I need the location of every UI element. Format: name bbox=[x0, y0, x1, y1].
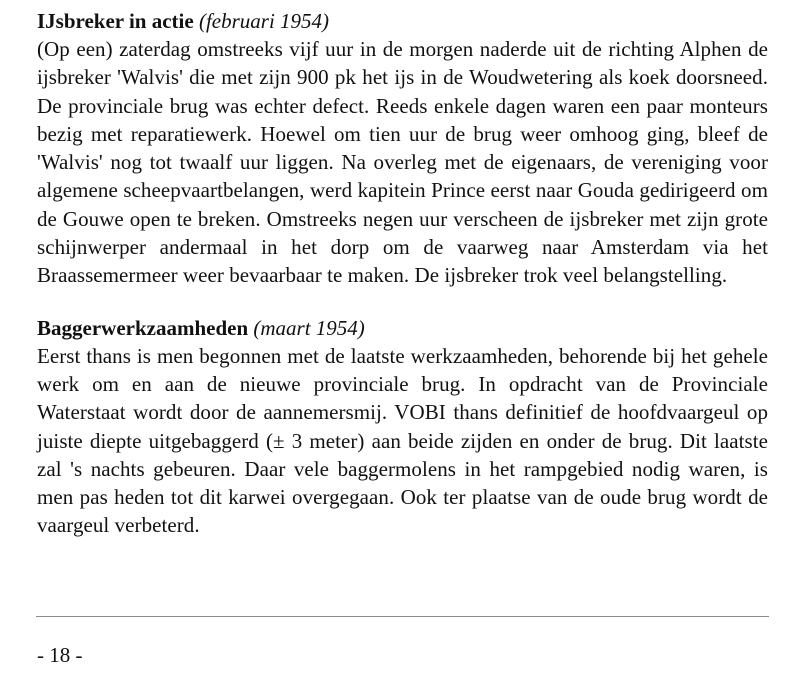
section-body: (Op een) zaterdag omstreeks vijf uur in de morgen naderde uit de richting Alphen de ijsbreker 'Walvis' die met zijn 900 pk het ijs in de Woudwetering als koek doorsneed. De provinciale brug was echter defect. Reeds enkele dagen waren een paar monteurs bezig met reparatiewerk. Hoewel om tien uur de brug weer omhoog ging, bleef de 'Walvis' nog tot twaalf uur liggen. Na overleg met de eigenaars, de vereniging voor algemene scheepvaartbelangen, werd kapitein Prince eerst naar Gouda gedirigeerd om de Gouwe open te breken. Omstreeks negen uur verscheen de ijsbreker met zijn grote schijnwerper andermaal in het dorp om de vaarweg naar Amsterdam via het Braassemermeer weer bevaarbaar te maken. De ijsbreker trok veel belangstelling. bbox=[37, 37, 768, 288]
section-heading-line bbox=[37, 7, 768, 35]
page-number: - 18 - bbox=[37, 643, 83, 667]
section-heading-line bbox=[37, 314, 768, 342]
section-heading: Baggerwerkzaamheden bbox=[37, 315, 249, 340]
section-heading: IJsbreker in actie bbox=[37, 9, 194, 33]
section-date: (maart 1954) bbox=[253, 315, 365, 340]
section-body: Eerst thans is men begonnen met de laatste werkzaamheden, behorende bij het gehele werk om en aan de nieuwe provinciale brug. In opdracht van de Provinciale Waterstaat wordt door de aannemersmij. VOBI thans definitief de hoofdvaargeul op juiste diepte uitgebaggerd (± 3 meter) aan beide zijden en onder de brug. Dit laatste zal 's nachts gebeuren. Daar vele baggermolens in het rampgebied nodig waren, is men pas heden tot dit karwei overgegaan. Ook ter plaatse van de oude brug wordt de vaargeul verbeterd. bbox=[37, 343, 768, 538]
section-ijsbreker bbox=[37, 7, 768, 290]
document-page bbox=[37, 7, 768, 540]
section-spacer bbox=[37, 290, 768, 314]
section-baggerwerkzaamheden bbox=[37, 314, 768, 540]
footer-divider bbox=[36, 616, 769, 617]
section-date: (februari 1954) bbox=[198, 9, 330, 33]
